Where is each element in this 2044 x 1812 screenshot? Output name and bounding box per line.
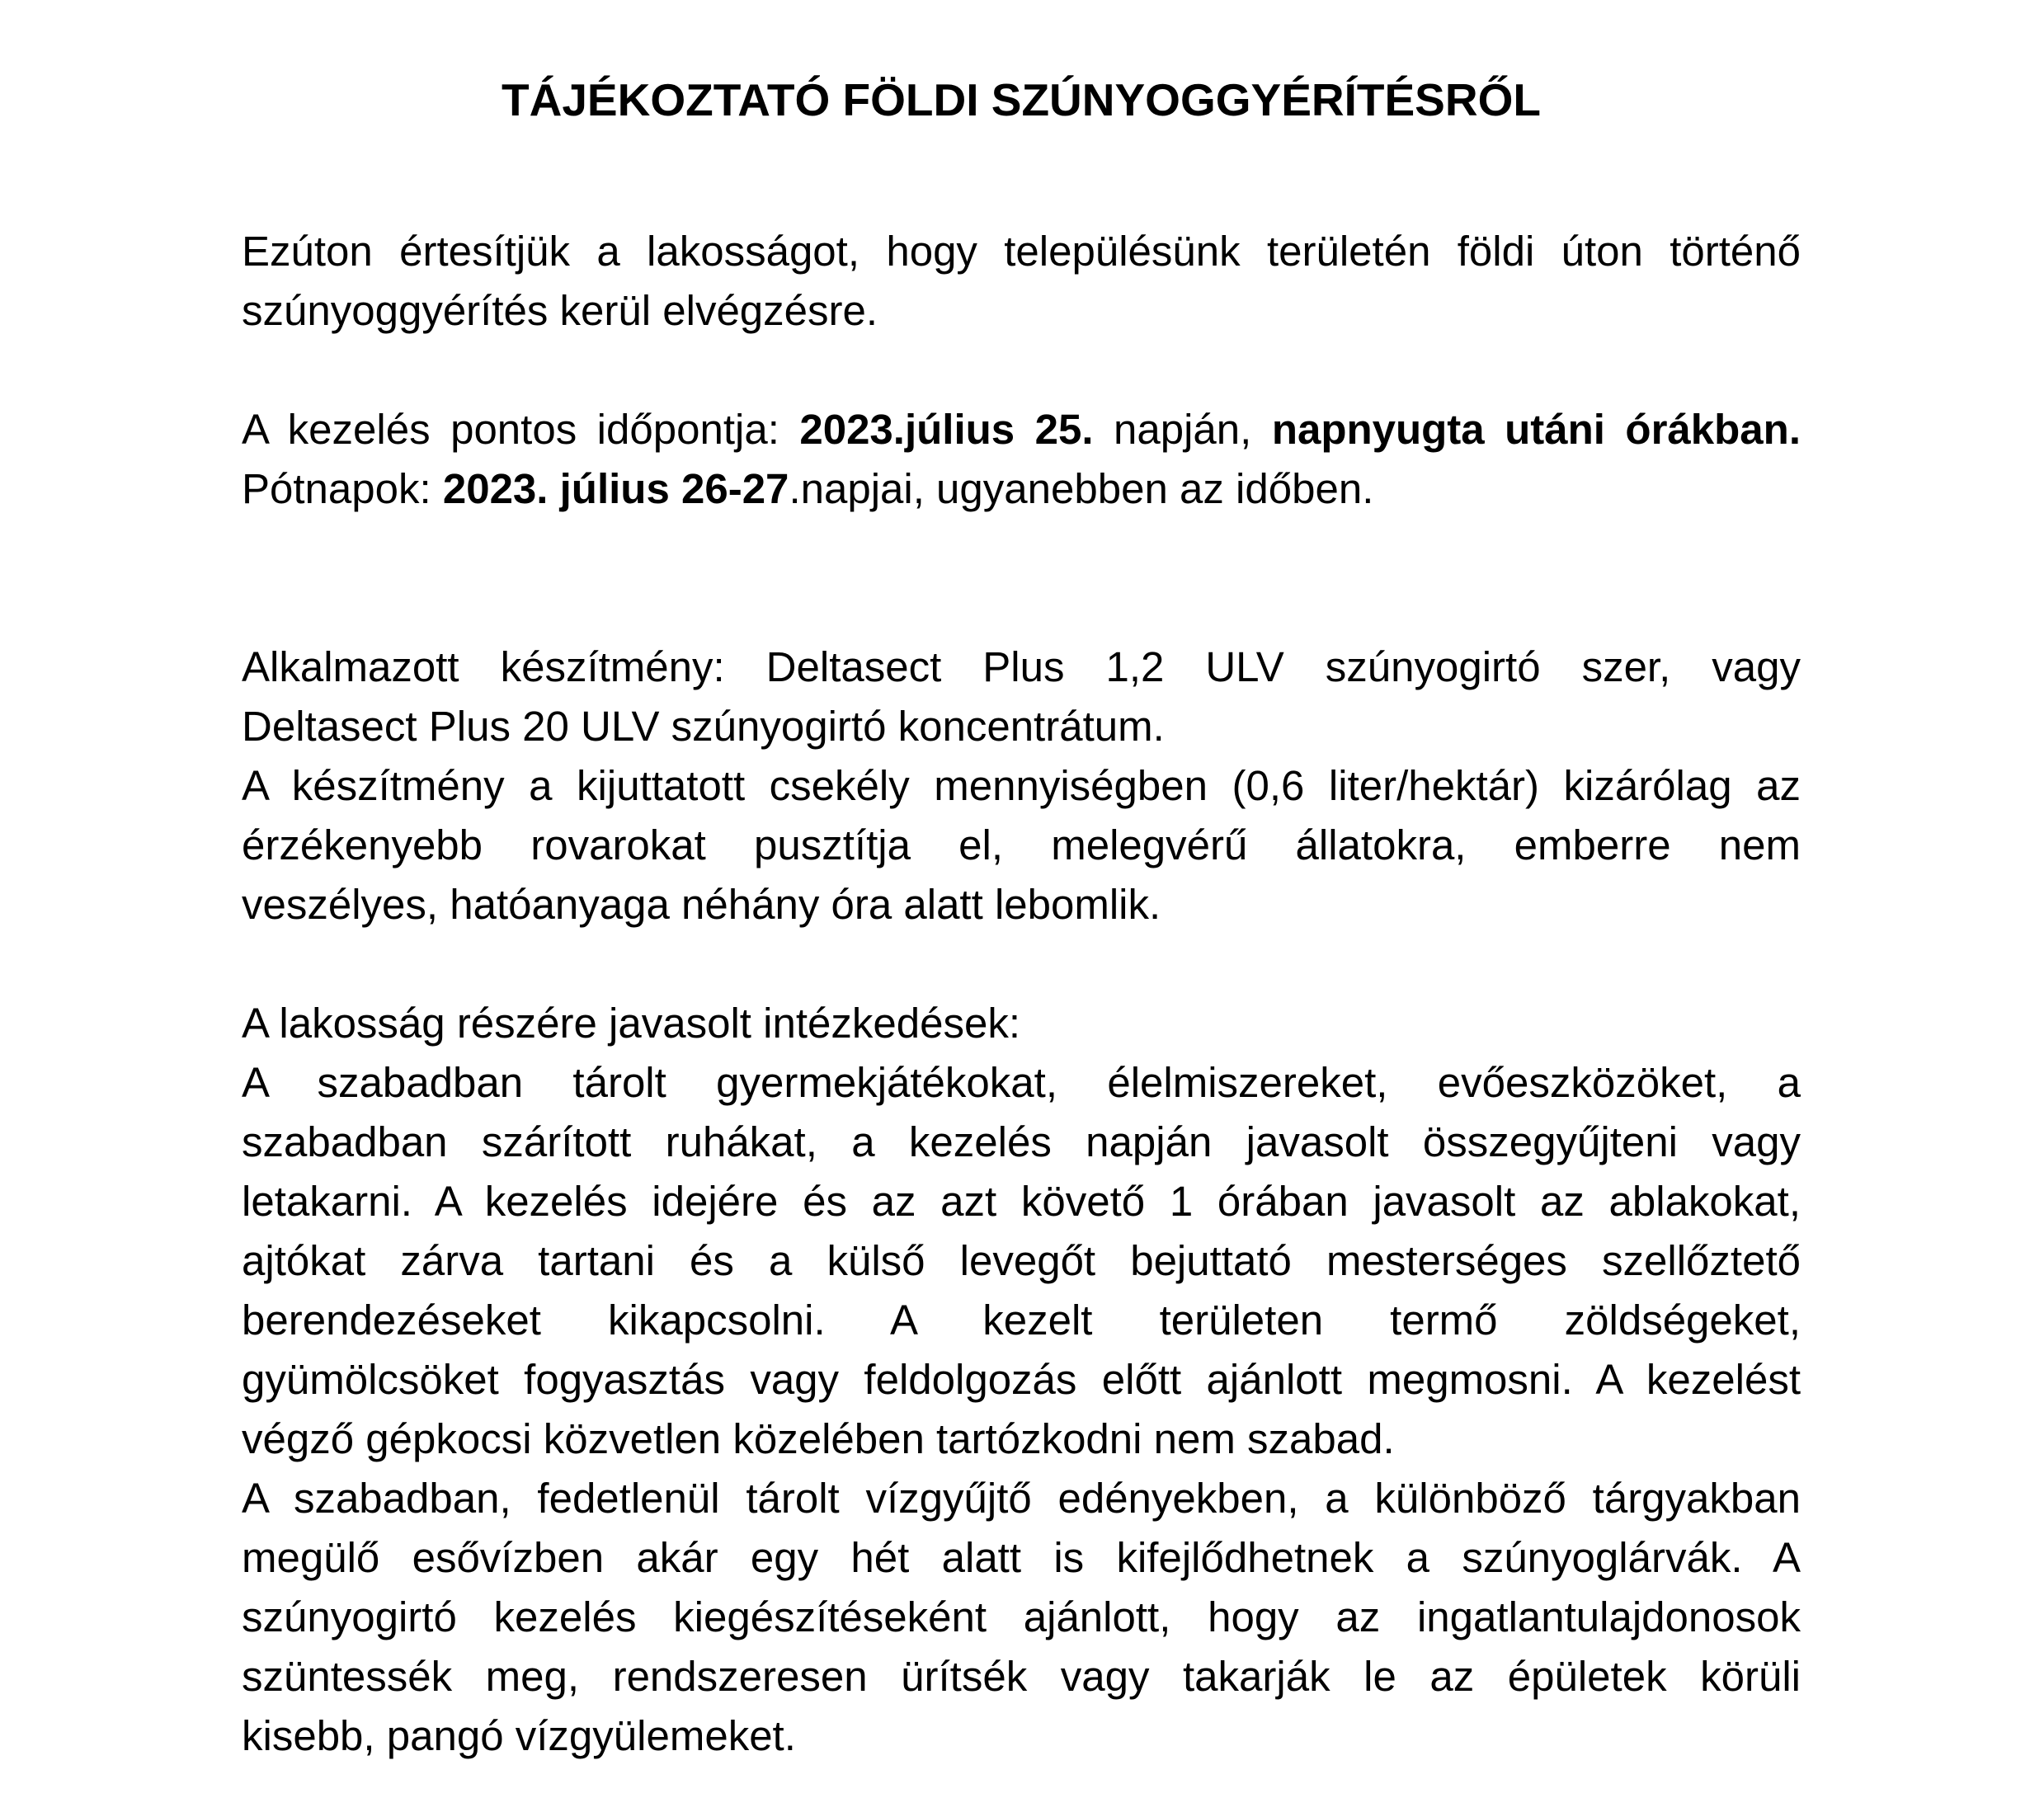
text-line xyxy=(242,459,1801,519)
bold-text-segment: 2023.július 25. xyxy=(799,406,1094,453)
text-line xyxy=(242,222,1801,281)
text-segment: berendezéseket kikapcsolni. A kezelt területen termő zöldségeket, xyxy=(242,1297,1801,1344)
text-line xyxy=(242,400,1801,459)
text-segment: letakarni. A kezelés idejére és az azt követő 1 órában javasolt az ablakokat, xyxy=(242,1178,1801,1225)
text-segment: szüntessék meg, rendszeresen ürítsék vagy takarják le az épületek körüli xyxy=(242,1653,1801,1700)
text-segment: ajtókat zárva tartani és a külső levegőt bejuttató mesterséges szellőztető xyxy=(242,1237,1801,1284)
text-segment: szabadban szárított ruhákat, a kezelés napján javasolt összegyűjteni vagy xyxy=(242,1118,1801,1165)
text-segment: veszélyes, hatóanyaga néhány óra alatt lebomlik. xyxy=(242,881,1161,928)
text-line xyxy=(242,697,1801,756)
text-line xyxy=(242,1528,1801,1588)
text-segment: megülő esővízben akár egy hét alatt is kifejlődhetnek a szúnyoglárvák. A xyxy=(242,1534,1801,1581)
text-segment: érzékenyebb rovarokat pusztítja el, melegvérű állatokra, emberre nem xyxy=(242,821,1801,868)
text-line xyxy=(242,1647,1801,1706)
text-segment: .napjai, ugyanebben az időben. xyxy=(789,465,1374,512)
text-segment: gyümölcsöket fogyasztás vagy feldolgozás előtt ajánlott megmosni. A kezelést xyxy=(242,1356,1801,1403)
bold-text-segment: napnyugta utáni órákban. xyxy=(1271,406,1801,453)
text-line xyxy=(242,1588,1801,1647)
text-line xyxy=(242,281,1801,341)
text-segment: Ezúton értesítjük a lakosságot, hogy településünk területén földi úton történő xyxy=(242,228,1801,275)
document-content xyxy=(242,70,1801,1766)
product-paragraph xyxy=(242,638,1801,756)
schedule-paragraph xyxy=(242,400,1801,519)
measures-paragraph-2 xyxy=(242,1469,1801,1766)
text-segment: végző gépkocsi közvetlen közelében tartózkodni nem szabad. xyxy=(242,1415,1395,1462)
text-line xyxy=(242,1350,1801,1410)
text-segment: Deltasect Plus 20 ULV szúnyogirtó koncentrátum. xyxy=(242,703,1165,750)
document-title: TÁJÉKOZTATÓ FÖLDI SZÚNYOGGYÉRÍTÉSRŐL xyxy=(502,74,1541,125)
text-line xyxy=(242,1706,1801,1766)
text-segment: A lakosság részére javasolt intézkedések: xyxy=(242,1000,1020,1047)
measures-heading xyxy=(242,994,1801,1053)
text-line xyxy=(242,994,1801,1053)
text-line xyxy=(242,756,1801,816)
intro-paragraph xyxy=(242,222,1801,341)
measures-paragraph-1 xyxy=(242,1053,1801,1469)
text-line xyxy=(242,1172,1801,1231)
text-segment: Pótnapok: xyxy=(242,465,443,512)
text-segment: szúnyogirtó kezelés kiegészítéseként ajánlott, hogy az ingatlantulajdonosok xyxy=(242,1593,1801,1640)
text-segment: A szabadban tárolt gyermekjátékokat, élelmiszereket, evőeszközöket, a xyxy=(242,1059,1801,1106)
text-segment: kisebb, pangó vízgyülemeket. xyxy=(242,1712,796,1759)
text-line xyxy=(242,816,1801,875)
text-line xyxy=(242,1053,1801,1113)
safety-paragraph xyxy=(242,756,1801,934)
text-segment: A készítmény a kijuttatott csekély mennyiségben (0,6 liter/hektár) kizárólag az xyxy=(242,762,1801,809)
text-segment: A kezelés pontos időpontja: xyxy=(242,406,800,453)
text-segment: Alkalmazott készítmény: Deltasect Plus 1,2 ULV szúnyogirtó szer, vagy xyxy=(242,643,1801,690)
text-segment: A szabadban, fedetlenül tárolt vízgyűjtő edényekben, a különböző tárgyakban xyxy=(242,1475,1801,1522)
text-line xyxy=(242,1291,1801,1350)
text-line xyxy=(242,875,1801,934)
text-segment: szúnyoggyérítés kerül elvégzésre. xyxy=(242,287,878,334)
text-line xyxy=(242,1231,1801,1291)
text-line xyxy=(242,638,1801,697)
text-line xyxy=(242,1113,1801,1172)
document-body xyxy=(242,222,1801,1766)
text-segment: napján, xyxy=(1093,406,1272,453)
bold-text-segment: 2023. július 26-27 xyxy=(442,465,789,512)
text-line xyxy=(242,1469,1801,1528)
text-line xyxy=(242,1410,1801,1469)
